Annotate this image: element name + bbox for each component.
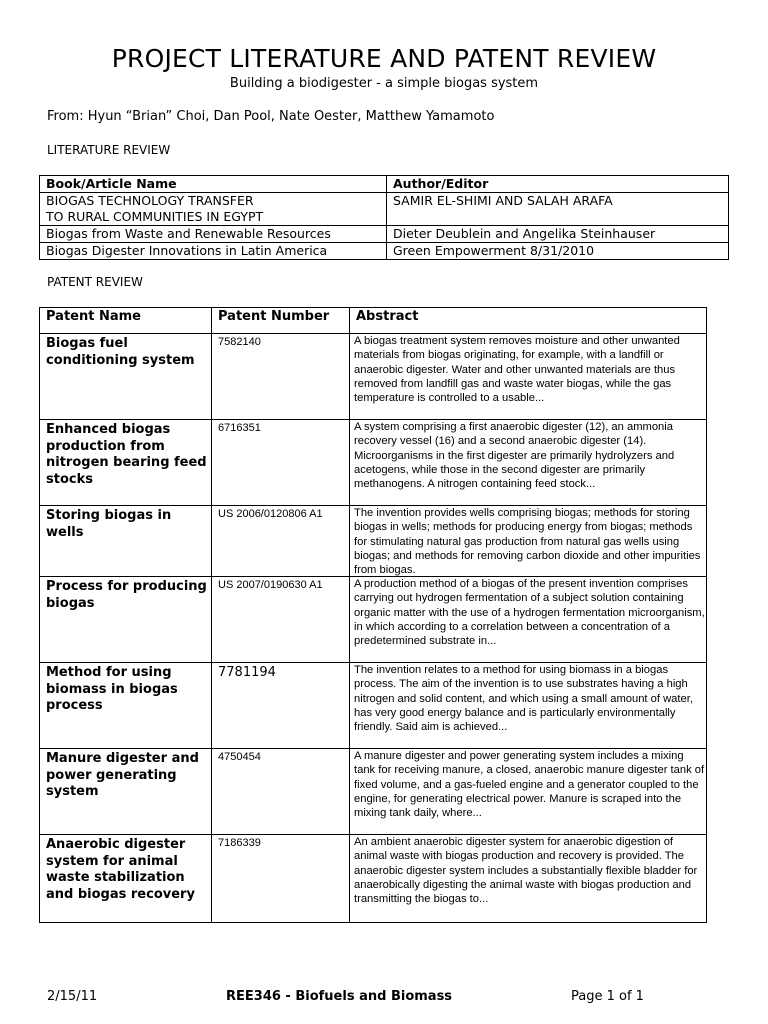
patent-table (39, 307, 707, 923)
table-row (40, 506, 707, 577)
patent-name-cell: Method for using biomass in biogas process (40, 663, 212, 749)
abstract-text: A production method of a biogas of the present invention comprises carrying out hydrogen fermentation of a subject solution containing organic matter with the use of a hydrogen fermentation microorganism, in which according to a correlation between a concentration of a predetermined substrate in... (354, 578, 705, 648)
table-row (40, 226, 729, 243)
patent-number-cell: 7582140 (212, 334, 350, 420)
author-cell: SAMIR EL-SHIMI AND SALAH ARAFA (387, 193, 729, 226)
abstract-text: An ambient anaerobic digester system for anaerobic digestion of animal waste with biogas production and recovery is provided. The anaerobic digester system includes a substantially flexible bladder for anaerobically digesting the animal waste with biogas production and transmitting the biogas to... (354, 836, 698, 906)
column-header-patent-name: Patent Name (40, 308, 212, 334)
patent-name-cell: Anaerobic digester system for animal waste stabilization and biogas recovery (40, 835, 212, 923)
abstract-text: The invention relates to a method for using biomass in a biogas process. The aim of the invention is to use substrates having a high nitrogen and solid content, and which using a small amount of water, has very good energy balance and is particularly environmentally friendly. Said aim is achieved... (354, 664, 693, 734)
author-cell: Green Empowerment 8/31/2010 (387, 243, 729, 260)
document-title: PROJECT LITERATURE AND PATENT REVIEW (111, 44, 657, 73)
table-row (40, 663, 707, 749)
footer-page-number: Page 1 of 1 (571, 989, 644, 1004)
patent-number-cell: US 2006/0120806 A1 (212, 506, 350, 577)
book-name-line: BIOGAS TECHNOLOGY TRANSFER (46, 193, 254, 208)
table-row (40, 749, 707, 835)
book-name-cell (40, 193, 387, 226)
authors-line: From: Hyun “Brian” Choi, Dan Pool, Nate Oester, Matthew Yamamoto (47, 109, 495, 124)
patent-number-cell: 4750454 (212, 749, 350, 835)
literature-table (39, 175, 729, 260)
patent-review-heading: PATENT REVIEW (47, 275, 143, 289)
patent-number-cell: 7186339 (212, 835, 350, 923)
patent-number-cell: US 2007/0190630 A1 (212, 577, 350, 663)
abstract-cell (350, 577, 707, 663)
table-row (40, 243, 729, 260)
patent-name-cell: Manure digester and power generating system (40, 749, 212, 835)
literature-review-heading: LITERATURE REVIEW (47, 143, 171, 157)
patent-name-cell: Enhanced biogas production from nitrogen bearing feed stocks (40, 420, 212, 506)
patent-name-cell: Biogas fuel conditioning system (40, 334, 212, 420)
footer-course: REE346 - Biofuels and Biomass (226, 989, 453, 1004)
abstract-cell (350, 663, 707, 749)
column-header-abstract: Abstract (350, 308, 707, 334)
abstract-text: A manure digester and power generating system includes a mixing tank for receiving manure, a closed, anaerobic manure digester tank of fixed volume, and a gas-fueled engine and a generator coupled to the engine, for generating electrical power. Manure is scraped into the mixing tank daily, where... (354, 750, 705, 820)
abstract-cell (350, 420, 707, 506)
column-header-patent-number: Patent Number (212, 308, 350, 334)
table-row (40, 334, 707, 420)
table-row (40, 835, 707, 923)
column-header-book-name: Book/Article Name (40, 176, 387, 193)
book-name-cell: Biogas Digester Innovations in Latin America (40, 243, 387, 260)
abstract-cell (350, 506, 707, 577)
author-cell: Dieter Deublein and Angelika Steinhauser (387, 226, 729, 243)
patent-number-cell: 7781194 (212, 663, 350, 749)
column-header-author: Author/Editor (387, 176, 729, 193)
document-subtitle: Building a biodigester - a simple biogas system (229, 76, 539, 91)
abstract-text: The invention provides wells comprising biogas; methods for storing biogas in wells; methods for producing energy from biogas; methods for stimulating natural gas production from natural gas wells using biogas; and methods for removing carbon dioxide and other impurities from biogas. (354, 507, 701, 576)
book-name-line: TO RURAL COMMUNITIES IN EGYPT (46, 209, 264, 224)
table-row (40, 193, 729, 226)
literature-header-row (40, 176, 729, 193)
abstract-cell (350, 334, 707, 420)
abstract-cell (350, 835, 707, 923)
abstract-cell (350, 749, 707, 835)
patent-name-cell: Process for producing biogas (40, 577, 212, 663)
abstract-text: A system comprising a first anaerobic digester (12), an ammonia recovery vessel (16) and a second anaerobic digester (14). Microorganisms in the first digester are primarily hydrolyzers and acetogens, while those in the second digester are primarily methanogens. A nitrogen containing feed stock... (354, 421, 675, 491)
abstract-text: A biogas treatment system removes moisture and other unwanted materials from biogas originating, for example, with a landfill or anaerobic digester. Water and other unwanted materials are thus removed from landfill gas and waste water biogas, while the gas temperature is controlled to a usable... (354, 335, 680, 405)
book-name-cell: Biogas from Waste and Renewable Resources (40, 226, 387, 243)
table-row (40, 420, 707, 506)
footer-date: 2/15/11 (47, 989, 98, 1004)
patent-number-cell: 6716351 (212, 420, 350, 506)
patent-header-row (40, 308, 707, 334)
table-row (40, 577, 707, 663)
patent-name-cell: Storing biogas in wells (40, 506, 212, 577)
